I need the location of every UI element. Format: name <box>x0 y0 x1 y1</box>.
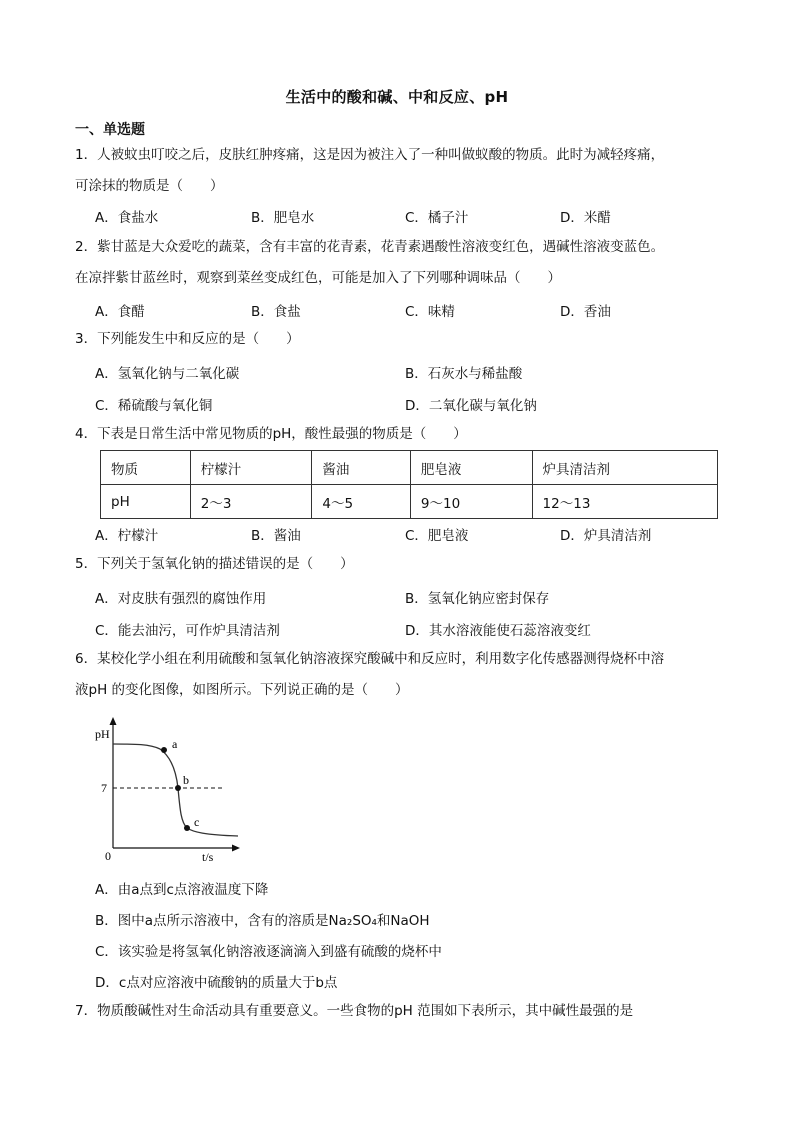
question-1-line-2: 可涂抹的物质是（ ） <box>75 178 224 194</box>
option-b[interactable]: B．石灰水与稀盐酸 <box>405 366 523 382</box>
point-c <box>184 825 190 831</box>
point-b <box>175 785 181 791</box>
table-cell: 物质 <box>101 451 191 485</box>
question-4-options <box>95 524 735 548</box>
y-axis-arrow <box>110 717 117 725</box>
question-6-option-d[interactable]: D．c点对应溶液中硫酸钠的质量大于b点 <box>95 975 338 991</box>
table-cell: 2～3 <box>190 485 312 519</box>
question-2 <box>75 232 725 294</box>
label-c: c <box>194 815 200 829</box>
question-5-line-1: 5．下列关于氢氧化钠的描述错误的是（ ） <box>75 556 354 572</box>
option-d[interactable]: D．二氧化碳与氧化钠 <box>405 398 537 414</box>
question-6-option-c[interactable]: C．该实验是将氢氧化钠溶液逐滴滴入到盛有硫酸的烧杯中 <box>95 944 442 960</box>
question-1-options <box>95 206 735 230</box>
question-4-line-1: 4．下表是日常生活中常见物质的pH，酸性最强的物质是（ ） <box>75 426 467 442</box>
question-1 <box>75 140 725 202</box>
option-a[interactable]: A．对皮肤有强烈的腐蚀作用 <box>95 591 267 607</box>
table-cell: 肥皂液 <box>410 451 532 485</box>
option-a[interactable]: A．食醋 <box>95 304 145 320</box>
option-b[interactable]: B．酱油 <box>251 528 301 544</box>
point-a <box>161 747 167 753</box>
table-header-row <box>101 451 718 485</box>
question-2-line-1: 2．紫甘蓝是大众爱吃的蔬菜，含有丰富的花青素，花青素遇酸性溶液变红色，遇碱性溶液变蓝色。 <box>75 239 665 255</box>
table-cell: 炉具清洁剂 <box>532 451 717 485</box>
option-c[interactable]: C．稀硫酸与氧化铜 <box>95 398 213 414</box>
x-axis-label: t/s <box>202 850 214 864</box>
label-b: b <box>183 773 189 787</box>
option-a[interactable]: A．食盐水 <box>95 210 159 226</box>
question-3 <box>75 324 725 355</box>
page-title: 生活中的酸和碱、中和反应、pH <box>285 88 509 106</box>
table-cell: 4～5 <box>312 485 410 519</box>
x-axis-arrow <box>232 845 240 852</box>
question-6-line-2: 液pH 的变化图像，如图所示。下列说正确的是（ ） <box>75 682 409 698</box>
option-d[interactable]: D．米醋 <box>560 210 611 226</box>
ph-curve <box>113 744 238 836</box>
option-c[interactable]: C．味精 <box>405 304 455 320</box>
question-3-options-row-1 <box>95 362 735 386</box>
ph-table <box>100 450 718 519</box>
option-d[interactable]: D．炉具清洁剂 <box>560 528 652 544</box>
question-3-options-row-2 <box>95 394 735 418</box>
table-cell: 12～13 <box>532 485 717 519</box>
table-cell: 9～10 <box>410 485 532 519</box>
option-b[interactable]: B．氢氧化钠应密封保存 <box>405 591 550 607</box>
option-a[interactable]: A．柠檬汁 <box>95 528 159 544</box>
table-cell: pH <box>101 485 191 519</box>
question-3-line-1: 3．下列能发生中和反应的是（ ） <box>75 331 300 347</box>
question-5-options-row-2 <box>95 619 735 643</box>
question-6-line-1: 6．某校化学小组在利用硫酸和氢氧化钠溶液探究酸碱中和反应时，利用数字化传感器测得烧杯中溶 <box>75 651 665 667</box>
option-d[interactable]: D．其水溶液能使石蕊溶液变红 <box>405 623 591 639</box>
question-6-option-b[interactable]: B．图中a点所示溶液中，含有的溶质是Na₂SO₄和NaOH <box>95 913 430 929</box>
section-heading: 一、单选题 <box>75 122 145 138</box>
option-a[interactable]: A．氢氧化钠与二氧化碳 <box>95 366 240 382</box>
option-b[interactable]: B．食盐 <box>251 304 301 320</box>
label-a: a <box>172 737 178 751</box>
question-7 <box>75 996 755 1027</box>
question-6-option-a[interactable]: A．由a点到c点溶液温度下降 <box>95 882 269 898</box>
question-2-options <box>95 300 735 324</box>
question-6 <box>75 644 725 706</box>
question-7-line-1: 7．物质酸碱性对生命活动具有重要意义。一些食物的pH 范围如下表所示，其中碱性最强的是 <box>75 1003 634 1019</box>
table-cell: 酱油 <box>312 451 410 485</box>
y-axis-label: pH <box>95 727 110 741</box>
question-2-line-2: 在凉拌紫甘蓝丝时，观察到菜丝变成红色，可能是加入了下列哪种调味品（ ） <box>75 270 561 286</box>
option-b[interactable]: B．肥皂水 <box>251 210 315 226</box>
table-row <box>101 485 718 519</box>
question-1-line-1: 1．人被蚊虫叮咬之后，皮肤红肿疼痛，这是因为被注入了一种叫做蚁酸的物质。此时为减轻疼痛， <box>75 147 665 163</box>
option-c[interactable]: C．橘子汁 <box>405 210 469 226</box>
option-c[interactable]: C．能去油污，可作炉具清洁剂 <box>95 623 280 639</box>
ph-curve-graph <box>90 712 250 868</box>
table-cell: 柠檬汁 <box>190 451 312 485</box>
option-c[interactable]: C．肥皂液 <box>405 528 469 544</box>
question-4 <box>75 419 725 450</box>
tick-7: 7 <box>101 781 107 795</box>
question-5-options-row-1 <box>95 587 735 611</box>
question-5 <box>75 549 725 580</box>
option-d[interactable]: D．香油 <box>560 304 611 320</box>
origin-label: 0 <box>105 849 111 863</box>
